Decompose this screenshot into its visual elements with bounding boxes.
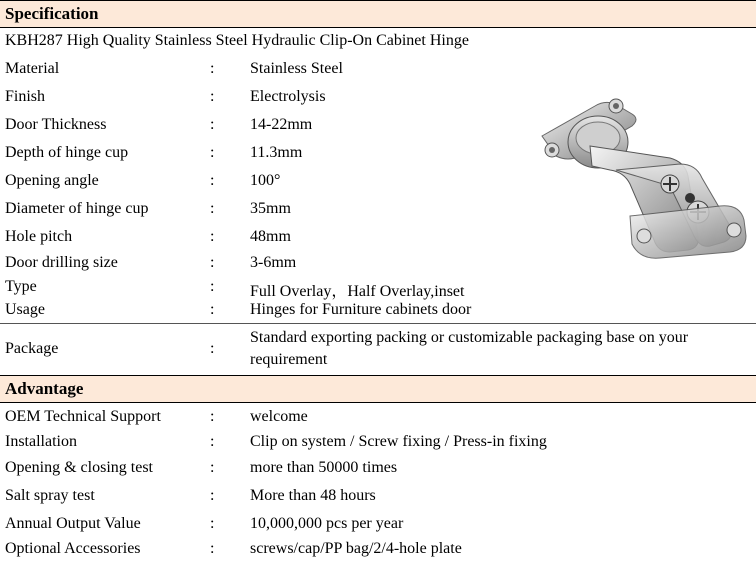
spec-value: 100°	[250, 172, 281, 189]
spec-label: Door Thickness	[5, 116, 107, 133]
spec-value: 14-22mm	[250, 116, 313, 133]
divider	[0, 323, 756, 324]
spec-label: Finish	[5, 88, 46, 105]
advantage-colon: :	[210, 408, 215, 425]
advantage-label: Annual Output Value	[5, 515, 141, 532]
spec-label: Diameter of hinge cup	[5, 200, 149, 217]
advantage-colon: :	[210, 515, 215, 532]
cabinet-hinge-product-photo	[520, 86, 750, 266]
spec-value: Stainless Steel	[250, 60, 343, 77]
advantage-label: Optional Accessories	[5, 540, 141, 557]
advantage-colon: :	[210, 487, 215, 504]
divider	[0, 27, 756, 28]
spec-label: Usage	[5, 301, 45, 318]
spec-value: 35mm	[250, 200, 291, 217]
advantage-label: Opening & closing test	[5, 459, 153, 476]
spec-label: Door drilling size	[5, 254, 118, 271]
spec-label: Type	[5, 278, 37, 295]
spec-colon: :	[210, 144, 215, 161]
spec-value: Full Overlay，Half Overlay,inset	[250, 283, 465, 300]
spec-colon: :	[210, 254, 215, 271]
spec-label: Depth of hinge cup	[5, 144, 129, 161]
advantage-value: more than 50000 times	[250, 459, 398, 476]
spec-label: Material	[5, 60, 60, 77]
advantage-value: 10,000,000 pcs per year	[250, 515, 404, 532]
spec-colon: :	[210, 172, 215, 189]
spec-label: Hole pitch	[5, 228, 73, 245]
spec-colon: :	[210, 228, 215, 245]
spec-colon: :	[210, 278, 215, 295]
advantage-colon: :	[210, 433, 215, 450]
advantage-label: Installation	[5, 433, 77, 450]
spec-value: 11.3mm	[250, 144, 303, 161]
spec-value: Standard exporting packing or customizable packaging base on your requirement	[250, 329, 689, 368]
spec-colon: :	[210, 60, 215, 77]
spec-value: Electrolysis	[250, 88, 326, 105]
spec-colon: :	[210, 200, 215, 217]
spec-label: Package	[5, 340, 59, 357]
advantage-colon: :	[210, 540, 215, 557]
specification-heading: Specification	[0, 1, 756, 27]
divider	[0, 402, 756, 403]
spec-colon: :	[210, 340, 215, 357]
spec-value: Hinges for Furniture cabinets door	[250, 301, 472, 318]
advantage-label: OEM Technical Support	[5, 408, 161, 425]
advantage-value: welcome	[250, 408, 308, 425]
spec-colon: :	[210, 88, 215, 105]
advantage-value: Clip on system / Screw fixing / Press-in fixing	[250, 433, 547, 450]
spec-value: 3-6mm	[250, 254, 297, 271]
advantage-heading: Advantage	[0, 376, 756, 402]
spec-colon: :	[210, 301, 215, 318]
advantage-label: Salt spray test	[5, 487, 95, 504]
advantage-colon: :	[210, 459, 215, 476]
spec-value: 48mm	[250, 228, 291, 245]
advantage-value: screws/cap/PP bag/2/4-hole plate	[250, 540, 462, 557]
advantage-value: More than 48 hours	[250, 487, 376, 504]
spec-colon: :	[210, 116, 215, 133]
spec-label: Opening angle	[5, 172, 99, 189]
product-title: KBH287 High Quality Stainless Steel Hydraulic Clip-On Cabinet Hinge	[5, 32, 469, 49]
